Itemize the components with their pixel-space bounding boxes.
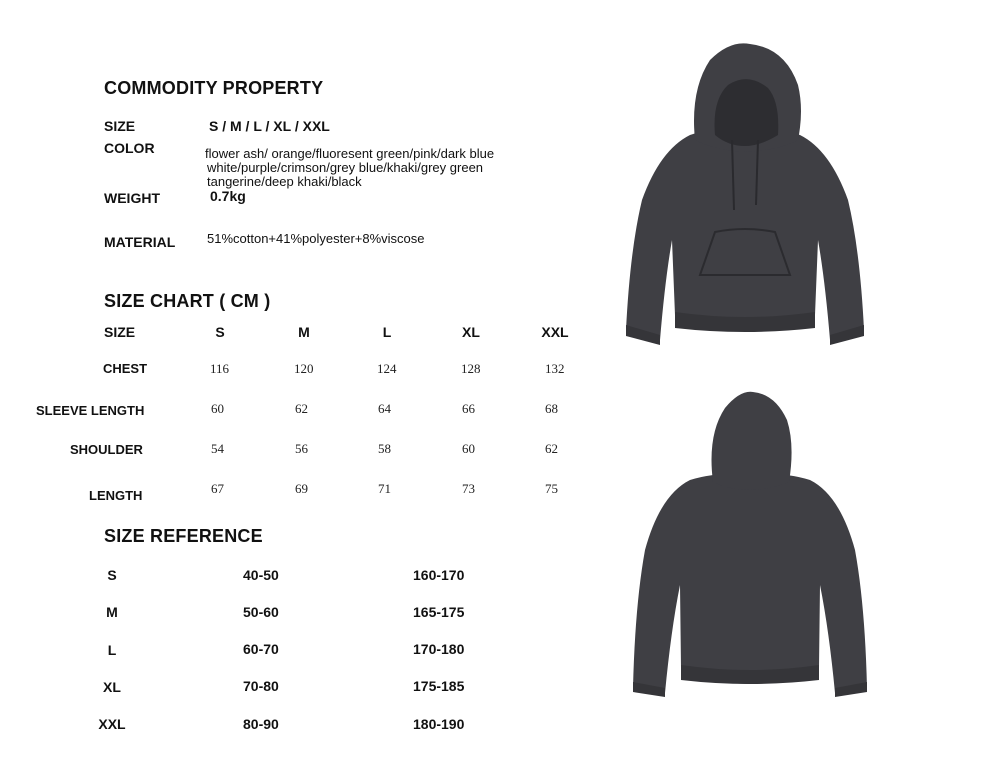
size-chart-cell: 62 [295,401,308,416]
size-chart-cell: 124 [377,361,397,376]
size-ref-weight: 70-80 [243,678,279,694]
size-ref-height: 165-175 [413,604,465,620]
size-chart-cell: 54 [211,441,224,456]
size-chart-cell: 73 [462,481,475,496]
size-label: SIZE [104,118,136,134]
hoodie-front-image [620,40,870,350]
color-label: COLOR [104,140,155,156]
size-ref-height: 180-190 [413,716,465,732]
hoodie-back-image [625,390,875,700]
size-chart-row-label-chest: CHEST [102,361,148,376]
weight-label: WEIGHT [104,190,160,206]
size-ref-size: L [107,642,117,658]
size-chart-cell: 67 [211,481,224,496]
size-chart-row-label-length: LENGTH [89,488,143,503]
size-ref-weight: 80-90 [243,716,279,732]
size-reference-title: SIZE REFERENCE [104,526,263,546]
color-line-3: tangerine/deep khaki/black [207,174,362,189]
size-chart-header-xl: XL [462,324,480,340]
size-chart-header-m: M [298,324,310,340]
size-chart-cell: 75 [545,481,558,496]
size-chart-header-s: S [215,324,225,340]
material-value: 51%cotton+41%polyester+8%viscose [207,231,425,246]
size-chart-cell: 132 [545,361,565,376]
size-chart-header-l: L [382,324,392,340]
size-ref-size: XXL [98,716,126,732]
weight-value: 0.7kg [210,188,246,204]
size-chart-cell: 66 [462,401,475,416]
size-chart-header-xxl: XXL [541,324,569,340]
size-chart-cell: 69 [295,481,308,496]
size-chart-cell: 64 [378,401,391,416]
size-ref-weight: 50-60 [243,604,279,620]
color-line-2: white/purple/crimson/grey blue/khaki/grey green [207,160,484,175]
size-ref-size: XL [103,679,121,695]
size-ref-height: 160-170 [413,567,465,583]
size-chart-cell: 60 [211,401,224,416]
size-chart-cell: 56 [295,441,308,456]
size-chart-cell: 60 [462,441,475,456]
size-chart-header-size: SIZE [104,324,136,340]
size-chart-title: SIZE CHART ( CM ) [104,291,271,311]
size-ref-size: M [106,604,118,620]
size-chart-cell: 116 [210,361,230,376]
size-ref-height: 170-180 [413,641,465,657]
size-value: S / M / L / XL / XXL [209,118,330,134]
size-chart-cell: 68 [545,401,558,416]
color-line-1: flower ash/ orange/fluoresent green/pink/dark blue [205,146,495,161]
commodity-title: COMMODITY PROPERTY [104,78,324,98]
size-chart-cell: 62 [545,441,558,456]
size-ref-weight: 40-50 [243,567,279,583]
size-chart-cell: 71 [378,481,391,496]
size-ref-height: 175-185 [413,678,465,694]
size-chart-cell: 120 [294,361,314,376]
size-chart-cell: 128 [461,361,481,376]
size-chart-cell: 58 [378,441,391,456]
size-chart-row-label-sleeve-length: SLEEVE LENGTH [36,403,145,418]
size-ref-weight: 60-70 [243,641,279,657]
material-label: MATERIAL [104,234,176,250]
size-ref-size: S [107,567,117,583]
size-chart-row-label-shoulder: SHOULDER [70,442,143,457]
